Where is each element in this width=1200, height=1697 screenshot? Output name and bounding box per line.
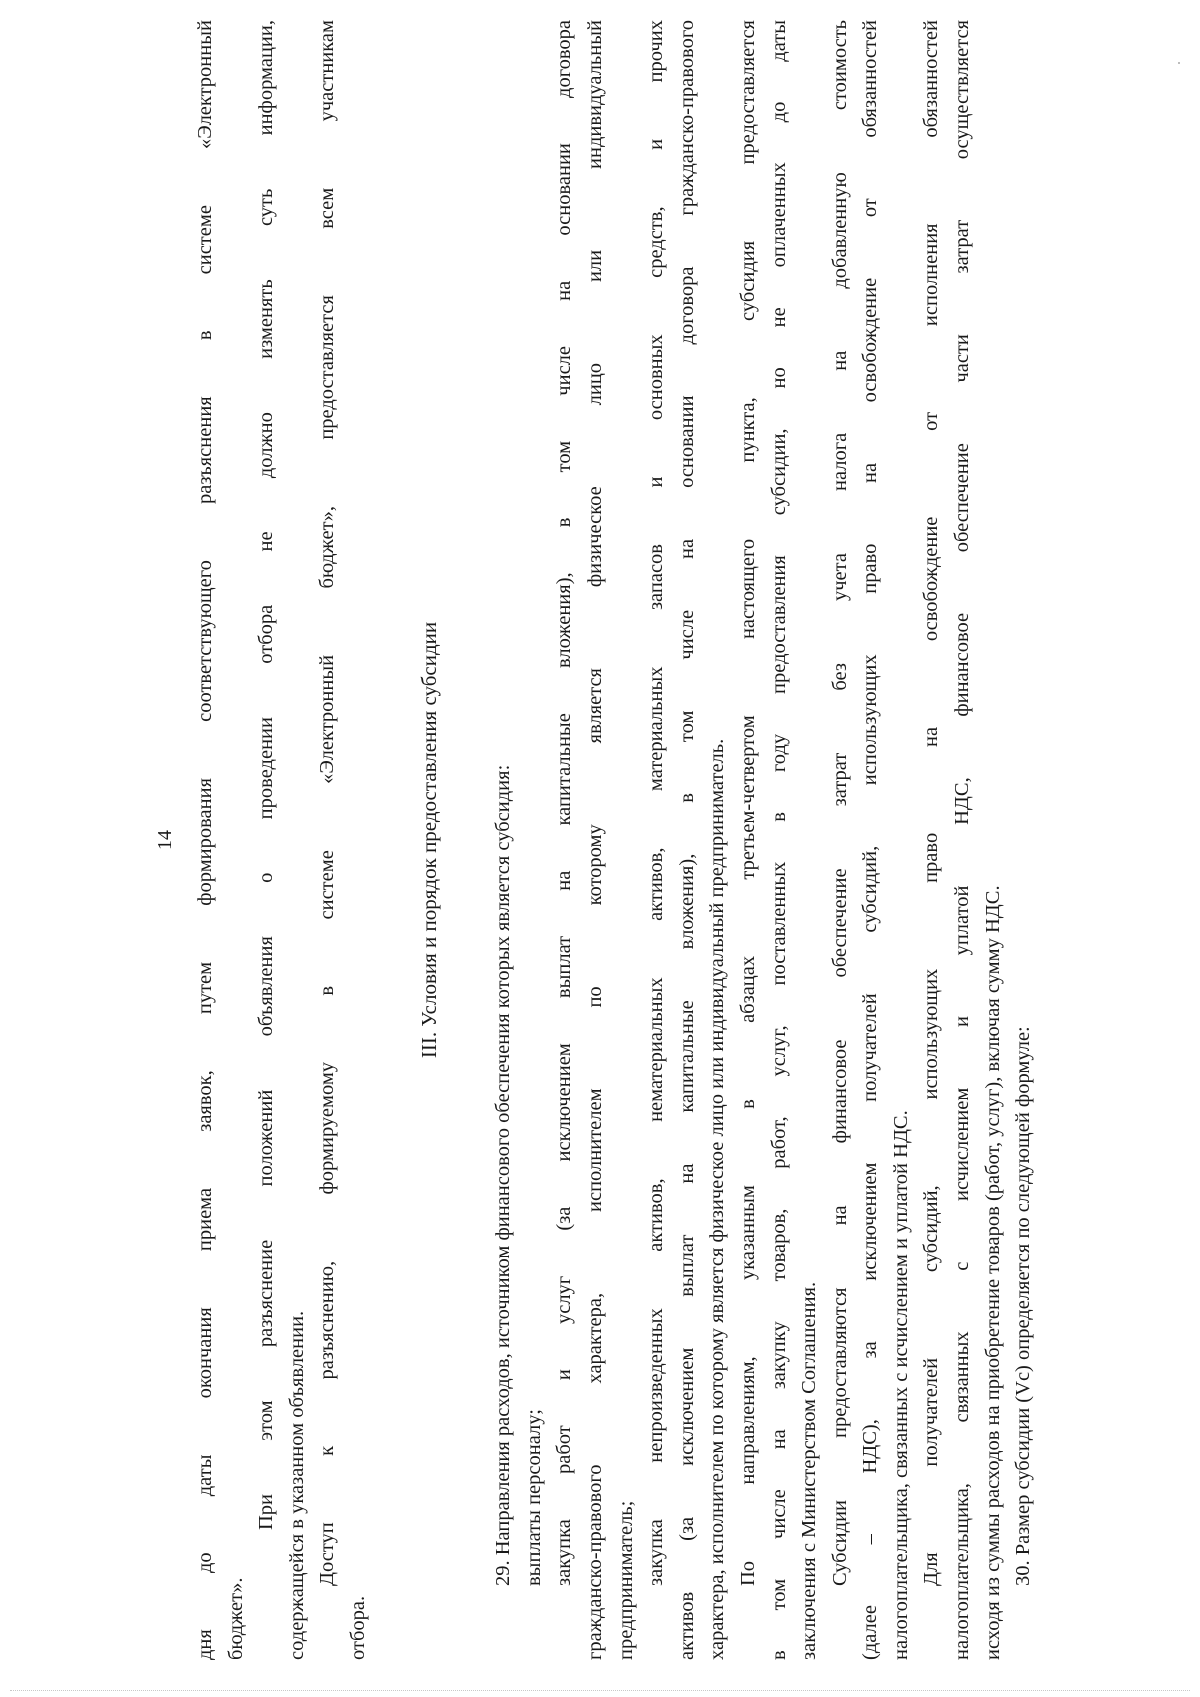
text-line: исходя из суммы расходов на приобретение товаров (работ, услуг), включая сумму НДС. — [981, 885, 1004, 1660]
text-line: активов (за исключением выплат на капитальные вложения), в том числе на основании договора гражданско-правового — [675, 20, 698, 1660]
text-line: заключения с Министерством Соглашения. — [798, 1281, 821, 1660]
text-line: в том числе на закупку товаров, работ, услуг, поставленных в году предоставления субсидии, но не оплаченных до даты — [767, 20, 790, 1660]
paragraph — [519, 20, 550, 1660]
document-body — [190, 20, 1039, 1660]
text-line: бюджет». — [224, 1577, 247, 1660]
text-line: предприниматель; — [614, 1500, 637, 1660]
text-line: закупка непроизведенных активов, нематериальных активов, материальных запасов и основных средств, и прочих — [645, 20, 668, 1586]
section-heading: III. Условия и порядок предоставления субсидии — [416, 621, 441, 1059]
text-line: (далее – НДС), за исключением получателей субсидий, использующих право на освобождение от обязанностей — [859, 20, 882, 1660]
text-line: Для получателей субсидий, использующих право на освобождение от исполнения обязанностей — [920, 20, 943, 1586]
paragraph — [641, 20, 733, 1660]
paragraphs-after-heading — [488, 20, 1039, 1660]
text-line: гражданско-правового характера, исполнителем по которому является физическое лицо или индивидуальный — [583, 20, 606, 1660]
paragraph — [251, 20, 312, 1660]
text-line: налогоплательщика, связанных с исчислением и уплатой НДС. — [889, 1110, 912, 1660]
paragraph — [312, 20, 373, 1660]
text-line: содержащейся в указанном объявлении. — [285, 1310, 308, 1660]
scan-speck — [1178, 62, 1180, 64]
paragraph — [825, 20, 917, 1660]
text-line: По направлениям, указанным в абзацах третьем-четвертом настоящего пункта, субсидия предоставляется — [736, 20, 759, 1586]
text-line: отбора. — [346, 1595, 369, 1660]
rotated-text-block — [150, 20, 1170, 1660]
text-line: выплаты персоналу; — [522, 1409, 545, 1586]
paragraph — [488, 20, 519, 1660]
paragraph — [916, 20, 1008, 1660]
paragraph — [1008, 20, 1039, 1660]
text-line: налогоплательщика, связанных с исчислением и уплатой НДС, финансовое обеспечение части затрат осуществляется — [951, 20, 974, 1660]
paragraph — [190, 20, 251, 1660]
text-line: 29. Направления расходов, источником финансового обеспечения которых является субсидия: — [492, 764, 515, 1586]
text-line: 30. Размер субсидии (Vс) определяется по следующей формуле: — [1012, 1026, 1035, 1586]
text-line: Доступ к разъяснению, формируемому в системе «Электронный бюджет», предоставляется всем участникам — [316, 20, 339, 1586]
scan-artifact-line — [10, 1690, 1190, 1692]
text-line: закупка работ и услуг (за исключением выплат на капитальные вложения), в том числе на основании договора — [553, 20, 576, 1586]
text-line: характера, исполнителем по которому является физическое лицо или индивидуальный предприниматель. — [706, 738, 729, 1660]
text-line: При этом разъяснение положений объявления о проведении отбора не должно изменять суть информации, — [255, 20, 278, 1530]
paragraphs-before-heading — [190, 20, 374, 1660]
paragraph — [733, 20, 825, 1660]
text-line: дня до даты окончания приема заявок, путем формирования соответствующего разъяснения в системе «Электронный — [194, 20, 216, 1660]
text-line: Субсидии предоставляются на финансовое обеспечение затрат без учета налога на добавленную стоимость — [828, 20, 851, 1586]
page-number: 14 — [154, 830, 176, 850]
paragraph — [549, 20, 641, 1660]
